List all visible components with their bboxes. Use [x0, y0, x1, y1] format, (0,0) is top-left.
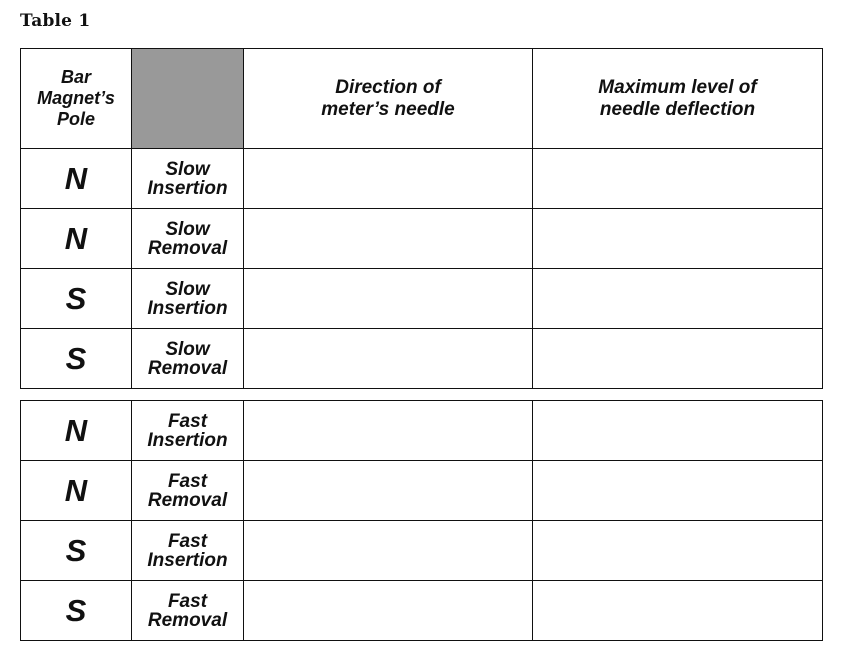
table-row	[21, 149, 823, 209]
direction-entry-cell[interactable]	[244, 269, 533, 329]
action-cell	[132, 149, 244, 209]
pole-label: N	[64, 412, 88, 448]
pole-cell	[21, 269, 132, 329]
direction-entry-cell[interactable]	[244, 581, 533, 641]
action-label: Fast Removal	[147, 470, 228, 511]
header-maximum-label: Maximum level of needle deflection	[598, 76, 757, 120]
table-caption: Table 1	[20, 11, 91, 31]
action-cell	[132, 461, 244, 521]
maximum-entry-cell[interactable]	[533, 581, 823, 641]
maximum-entry-cell[interactable]	[533, 521, 823, 581]
pole-cell	[21, 521, 132, 581]
maximum-entry-cell[interactable]	[533, 149, 823, 209]
action-label: Fast Insertion	[147, 530, 228, 571]
pole-cell	[21, 581, 132, 641]
action-cell	[132, 401, 244, 461]
action-label: Slow Removal	[147, 338, 228, 379]
action-cell	[132, 329, 244, 389]
action-cell	[132, 209, 244, 269]
table-row	[21, 521, 823, 581]
header-maximum-cell	[533, 49, 823, 149]
pole-cell	[21, 209, 132, 269]
action-label: Fast Insertion	[147, 410, 228, 451]
direction-entry-cell[interactable]	[244, 401, 533, 461]
pole-cell	[21, 149, 132, 209]
table-row	[21, 401, 823, 461]
maximum-entry-cell[interactable]	[533, 209, 823, 269]
direction-entry-cell[interactable]	[244, 209, 533, 269]
pole-label: S	[65, 532, 87, 568]
pole-label: S	[65, 592, 87, 628]
header-blank-cell	[132, 49, 244, 149]
maximum-entry-cell[interactable]	[533, 329, 823, 389]
pole-cell	[21, 461, 132, 521]
table-row	[21, 461, 823, 521]
direction-entry-cell[interactable]	[244, 149, 533, 209]
action-cell	[132, 521, 244, 581]
header-direction-cell	[244, 49, 533, 149]
direction-entry-cell[interactable]	[244, 521, 533, 581]
pole-label: S	[65, 280, 87, 316]
direction-entry-cell[interactable]	[244, 329, 533, 389]
pole-cell	[21, 329, 132, 389]
header-pole-label: Bar Magnet’s Pole	[37, 67, 115, 129]
pole-cell	[21, 401, 132, 461]
data-table-slow	[20, 48, 823, 389]
maximum-entry-cell[interactable]	[533, 401, 823, 461]
action-cell	[132, 581, 244, 641]
direction-entry-cell[interactable]	[244, 461, 533, 521]
action-label: Slow Insertion	[147, 278, 228, 319]
pole-label: N	[64, 160, 88, 196]
action-cell	[132, 269, 244, 329]
pole-label: N	[64, 220, 88, 256]
header-direction-label: Direction of meter’s needle	[321, 76, 455, 120]
action-label: Fast Removal	[147, 590, 228, 631]
maximum-entry-cell[interactable]	[533, 461, 823, 521]
data-table-fast	[20, 400, 823, 641]
pole-label: S	[65, 340, 87, 376]
table-row	[21, 209, 823, 269]
table-row	[21, 269, 823, 329]
action-label: Slow Insertion	[147, 158, 228, 199]
pole-label: N	[64, 472, 88, 508]
header-pole-cell	[21, 49, 132, 149]
table-row	[21, 581, 823, 641]
table-row	[21, 329, 823, 389]
table-header-row	[21, 49, 823, 149]
maximum-entry-cell[interactable]	[533, 269, 823, 329]
action-label: Slow Removal	[147, 218, 228, 259]
